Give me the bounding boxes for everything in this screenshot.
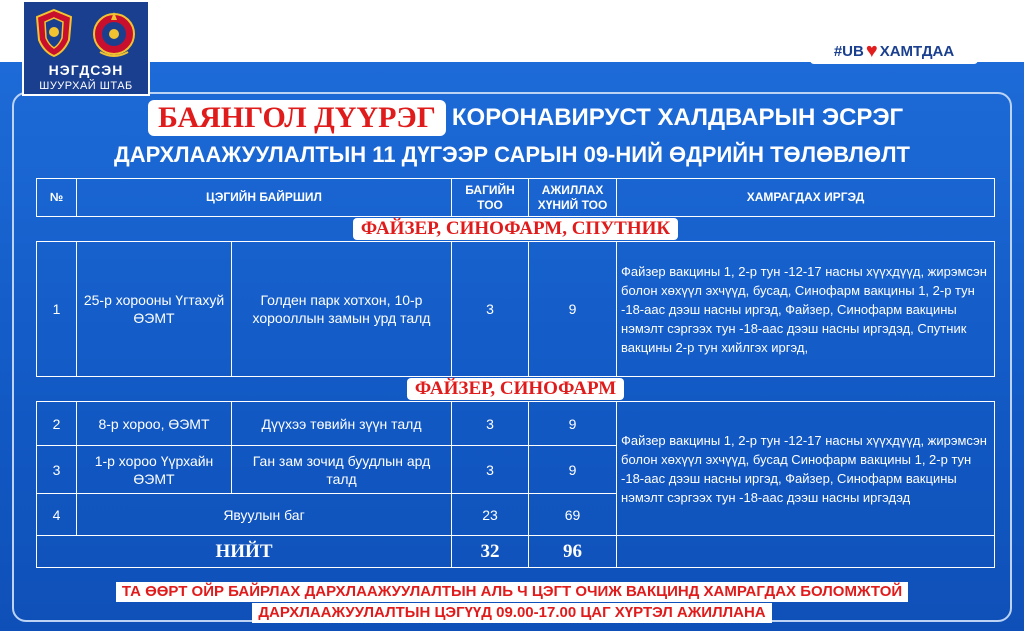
row-number: 1 bbox=[37, 242, 77, 377]
vaccination-point: 1-р хороо Үүрхайн ӨЭМТ bbox=[77, 446, 232, 494]
row-number: 3 bbox=[37, 446, 77, 494]
logo-subtitle: ШУУРХАЙ ШТАБ bbox=[39, 80, 133, 92]
team-count: 3 bbox=[452, 402, 529, 446]
total-teams: 32 bbox=[452, 536, 529, 568]
schedule-table bbox=[36, 178, 995, 568]
team-count: 23 bbox=[452, 494, 529, 536]
total-workers: 96 bbox=[529, 536, 617, 568]
heart-icon: ♥ bbox=[865, 40, 878, 62]
column-header-teams: БАГИЙН ТОО bbox=[452, 179, 529, 217]
district-name: БАЯНГОЛ ДҮҮРЭГ bbox=[148, 100, 446, 136]
column-header-coverage: ХАМРАГДАХ ИРГЭД bbox=[617, 179, 995, 217]
coverage-text: Файзер вакцины 1, 2-р тун -12-17 насны хүүхдүүд, жирэмсэн болон хөхүүл эхчүүд, бусад Синофарм вакцины 1, 2-р тун -18-аас дээш насны иргэд, Файзер, Синофарм вакцины нэмэлт сэргээх тун -18-аас дээш насны иргэдэд bbox=[617, 402, 995, 536]
title-text: КОРОНАВИРУСТ ХАЛДВАРЫН ЭСРЭГ bbox=[451, 104, 904, 131]
section-row bbox=[37, 217, 995, 242]
hashtag-prefix: #UB bbox=[833, 42, 864, 60]
point-location: Дүүхээ төвийн зүүн талд bbox=[232, 402, 452, 446]
title-line-2: ДАРХЛААЖУУЛАЛТЫН 11 ДҮГЭЭР САРЫН 09-НИЙ ӨДРИЙН ТӨЛӨВЛӨЛТ bbox=[114, 142, 910, 167]
campaign-hashtag bbox=[810, 38, 978, 64]
worker-count: 9 bbox=[529, 446, 617, 494]
title-line-1 bbox=[148, 100, 903, 136]
footer-line-2: ДАРХЛААЖУУЛАЛТЫН ЦЭГҮҮД 09.00-17.00 ЦАГ ХҮРТЭЛ АЖИЛЛАНА bbox=[0, 603, 1024, 623]
worker-count: 9 bbox=[529, 402, 617, 446]
vaccination-point: Явуулын баг bbox=[77, 494, 452, 536]
row-number: 2 bbox=[37, 402, 77, 446]
vaccination-point: 8-р хороо, ӨЭМТ bbox=[77, 402, 232, 446]
vaccine-section-title: ФАЙЗЕР, СИНОФАРМ, СПУТНИК bbox=[353, 218, 678, 240]
row-number: 4 bbox=[37, 494, 77, 536]
vaccination-point: 25-р хорооны Үгтахуй ӨЭМТ bbox=[77, 242, 232, 377]
total-label: НИЙТ bbox=[37, 536, 452, 568]
team-count: 3 bbox=[452, 242, 529, 377]
state-emblem-icon bbox=[90, 8, 138, 58]
section-row bbox=[37, 377, 995, 402]
table-header bbox=[37, 179, 995, 217]
hashtag-suffix: ХАМТДАА bbox=[879, 42, 955, 60]
table-row bbox=[37, 242, 995, 377]
worker-count: 9 bbox=[529, 242, 617, 377]
column-header-workers: АЖИЛЛАХ ХҮНИЙ ТОО bbox=[529, 179, 617, 217]
team-count: 3 bbox=[452, 446, 529, 494]
total-row bbox=[37, 536, 995, 568]
worker-count: 69 bbox=[529, 494, 617, 536]
vaccine-section-title: ФАЙЗЕР, СИНОФАРМ bbox=[407, 378, 624, 400]
footer-line-1: ТА ӨӨРТ ОЙР БАЙРЛАХ ДАРХЛААЖУУЛАЛТЫН АЛЬ Ч ЦЭГТ ОЧИЖ ВАКЦИНД ХАМРАГДАХ БОЛОМЖТОЙ bbox=[0, 582, 1024, 602]
point-location: Ган зам зочид буудлын ард талд bbox=[232, 446, 452, 494]
police-shield-icon bbox=[34, 8, 74, 58]
point-location: Голден парк хотхон, 10-р хорооллын замын урд талд bbox=[232, 242, 452, 377]
logo-title: НЭГДСЭН bbox=[48, 62, 124, 78]
coverage-text: Файзер вакцины 1, 2-р тун -12-17 насны хүүхдүүд, жирэмсэн болон хөхүүл эхчүүд, бусад, Синофарм вакцины 1, 2-р тун -18-аас дээш насны иргэд, Файзер, Синофарм вакцины нэмэлт сэргээх тун -18-аас дээш насны иргэдэд, Спутник вакцины 2-р тун хийлгэх иргэд, bbox=[617, 242, 995, 377]
column-header-number: № bbox=[37, 179, 77, 217]
table-row bbox=[37, 402, 995, 446]
column-header-location: ЦЭГИЙН БАЙРШИЛ bbox=[77, 179, 452, 217]
headquarters-logo bbox=[22, 0, 150, 96]
